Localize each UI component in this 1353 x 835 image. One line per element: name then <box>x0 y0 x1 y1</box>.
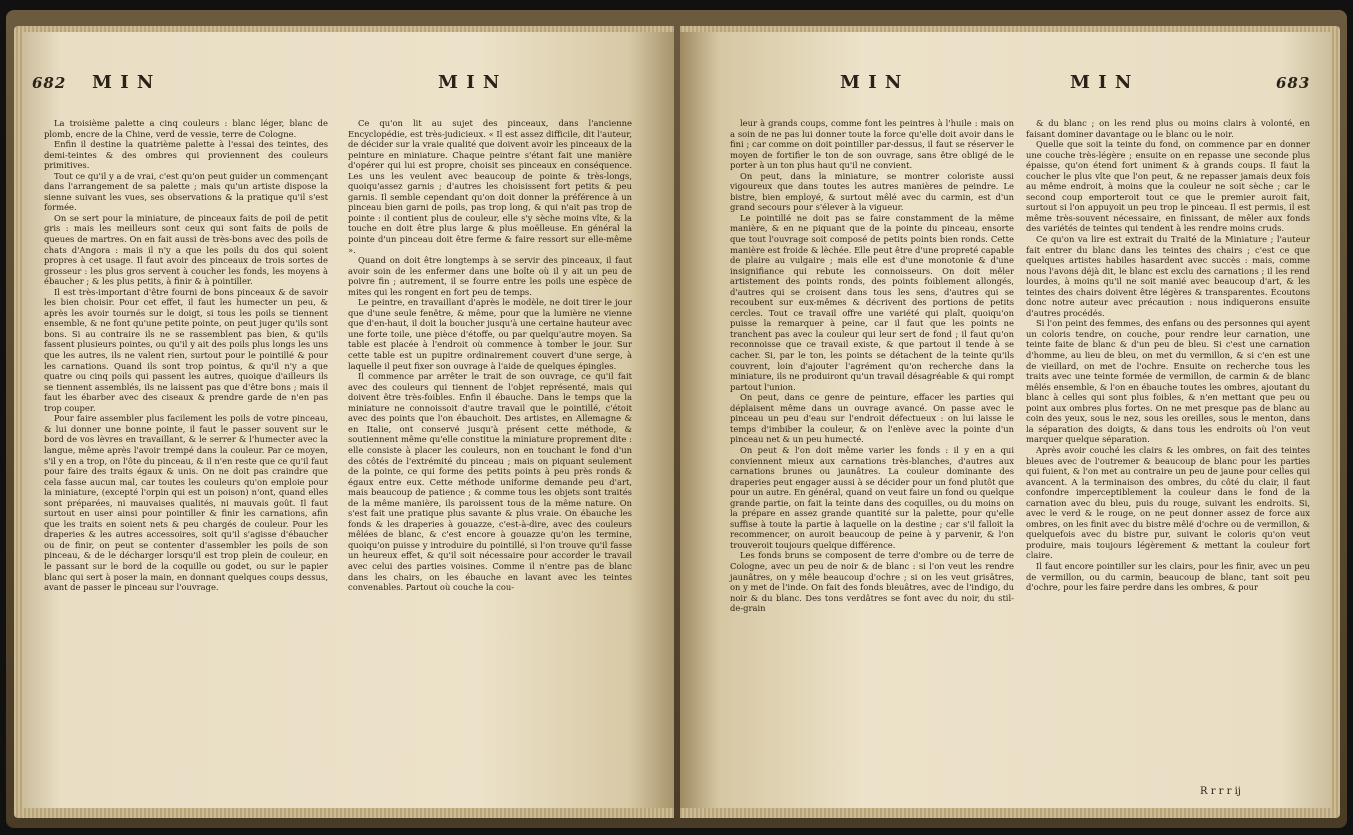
signature-mark: R r r r ij <box>1200 786 1241 797</box>
left-page <box>22 32 674 808</box>
paragraph: La troisième palette a cinq couleurs : blanc léger, blanc de plomb, encre de la Chine, verd de vessie, terre de Cologne. <box>44 118 328 139</box>
paragraph: On peut, dans la miniature, se montrer coloriste aussi vigoureux que dans toutes les autres manières de peindre. Le bistre, bien employé, & surtout mêlé avec du carmin, est d'un grand secours pour s'élever à la vigueur. <box>730 170 1014 213</box>
paragraph: & du blanc ; on les rend plus ou moins clairs à volonté, en faisant dominer davantage ou le blanc ou le noir. <box>1026 118 1310 139</box>
left-running-head-1: M I N <box>92 72 155 93</box>
left-column-1 <box>44 118 328 593</box>
right-column-1 <box>730 118 1014 614</box>
right-page <box>680 32 1332 808</box>
paragraph: Après avoir couché les clairs & les ombres, on fait des teintes bleues avec de l'outremer & beaucoup de blanc pour les parties qui fuient, & l'on met au contraire un peu de jaune pour celles qui avancent. A la terminaison des ombres, du côté du clair, il faut confondre imperceptiblement la couleur dans le fond de la carnation avec du bleu, puis du rouge, suivant les endroits. Si, avec le verd & le rouge, on ne peut donner assez de force aux ombres, on les finit avec du bistre mêlé d'ochre ou de vermillon, & quelquefois avec du bistre pur, suivant le coloris qu'on veut produire, mais toujours légèrement & mettant la couleur fort claire. <box>1026 444 1310 561</box>
paragraph: Si l'on peint des femmes, des enfans ou des personnes qui ayent un coloris tendre, on couche, pour rendre leur carnation, une teinte faite de blanc & d'un peu de bleu. Si c'est une carnation d'homme, au lieu de bleu, on met du vermillon, & si c'en est une de vieillard, on met de l'ochre. Ensuite on recherche tous les traits avec une teinte formée de vermillon, de carmin & de blanc mêlés ensemble, & l'on en ébauche toutes les ombres, ajoutant du blanc à celles qui sont plus foibles, & n'en mettant que peu ou point aux ombres plus fortes. On ne met presque pas de blanc au coin des yeux, sous le nez, sous les oreilles, sous le menton, dans la séparation des doigts, & dans tous les endroits où l'on veut marquer quelque séparation. <box>1026 318 1310 445</box>
right-running-head-2: M I N <box>1070 72 1133 93</box>
paragraph: Ce qu'on lit au sujet des pinceaux, dans l'ancienne Encyclopédie, est très-judicieux. « Il est assez difficile, dit l'auteur, de décider sur la vraie qualité que doivent avoir les pinceaux de la peinture en miniature. Chaque peintre s'étant fait une manière d'opérer qui lui est propre, choisit ses pinceaux en conséquence. Les uns les veulent avec beaucoup de pointe & très-longs, quoiqu'assez garnis ; d'autres les choisissent fort petits & peu garnis. Il semble cependant qu'on doit donner la préférence à un pinceau bien garni de poils, pas trop long, & qui n'ait pas trop de pointe : il contient plus de couleur, elle s'y sèche moins vîte, & la touche en doit être plus large & plus moëlleuse. En général la pointe d'un pinceau doit être ferme & faire ressort sur elle-même ». <box>348 118 632 255</box>
right-page-number: 683 <box>1276 74 1311 92</box>
paragraph: Tout ce qu'il y a de vrai, c'est qu'on peut guider un commençant dans l'arrangement de sa palette ; mais qu'un artiste dispose la sienne suivant les vues, ses observations & la pratique qu'il s'est formée. <box>44 170 328 213</box>
paragraph: Pour faire assembler plus facilement les poils de votre pinceau, & lui donner une bonne pointe, il faut le passer souvent sur le bord de vos lèvres en travaillant, & le serrer & l'humecter avec la langue, même après l'avoir trempé dans la couleur. Par ce moyen, s'il y en a trop, on l'ôte du pinceau, & il n'en reste que ce qu'il faut pour faire des traits égaux & unis. On ne doit pas craindre que cela fasse aucun mal, car toutes les couleurs qu'on emploie pour la miniature, (excepté l'orpin qui est un poison) n'ont, quand elles sont préparées, ni mauvaises qualités, ni mauvais goût. Il faut surtout en user ainsi pour pointiller & finir les carnations, afin que les traits en soient nets & peu chargés de couleur. Pour les draperies & les autres accessoires, soit qu'il s'agisse d'ébaucher ou de finir, on peut se contenter d'assembler les poils de son pinceau, & de le décharger lorsqu'il est trop plein de couleur, en le passant sur le bord de la coquille ou godet, ou sur le papier blanc qui sert à poser la main, en donnant quelques coups dessus, avant de passer le pinceau sur l'ouvrage. <box>44 413 328 593</box>
paragraph: On peut & l'on doit même varier les fonds : il y en a qui conviennent mieux aux carnations très-blanches, d'autres aux carnations brunes ou jaunâtres. La couleur dominante des draperies peut engager aussi à se décider pour un fond plutôt que pour un autre. En général, quand on veut faire un fond ou quelque grande partie, on fait la teinte dans des coquilles, ou du moins on la prépare en assez grande quantité sur la palette, pour qu'elle suffise à toute la partie à laquelle on la destine ; car s'il falloit la recommencer, on auroit beaucoup de peine à y parvenir, & l'on trouveroit toujours quelque différence. <box>730 444 1014 550</box>
paragraph: Quelle que soit la teinte du fond, on commence par en donner une couche très-légère ; ensuite on en repasse une seconde plus épaisse, qu'on étend fort uniment & à grands coups. Il faut la coucher le plus vîte que l'on peut, & ne repasser jamais deux fois au même endroit, à moins que la couleur ne soit sèche ; car le second coup emporteroit tout ce que le premier auroit fait, surtout si l'on appuyoit un peu trop le pinceau. Il est permis, il est même très-souvent nécessaire, en finissant, de mêler aux fonds des variétés de teintes qui tendent à les rendre moins cruds. <box>1026 139 1310 234</box>
paragraph: Le peintre, en travaillant d'après le modèle, ne doit tirer le jour que d'une seule fenêtre, & même, pour que la lumière ne vienne que d'en-haut, il doit la boucher jusqu'à une certaine hauteur avec une forte toile, une pièce d'étoffe, ou par quelqu'autre moyen. Sa table est placée à l'endroit où commence à tomber le jour. Sur cette table est un pupitre ordinairement couvert d'une serge, à laquelle il peut fixer son ouvrage à l'aide de quelques épingles. <box>348 297 632 371</box>
paragraph: Il est très-important d'être fourni de bons pinceaux & de savoir les bien choisir. Pour cet effet, il faut les humecter un peu, & après les avoir tournés sur le doigt, si tous les poils se tiennent ensemble, & ne font qu'une petite pointe, on peut juger qu'ils sont bons. Si au contraire ils ne se rassemblent pas bien, & qu'ils fassent plusieurs pointes, ou qu'il y ait des poils plus longs les uns que les autres, ils ne valent rien, surtout pour le pointillé & pour les carnations. Quand ils sont trop pointus, & qu'il n'y a que quatre ou cinq poils qui passent les autres, quoique d'ailleurs ils se tiennent assemblés, ils ne laissent pas que d'être bons ; mais il faut les ébarber avec des ciseaux & prendre garde de n'en pas trop couper. <box>44 286 328 413</box>
paragraph: Quand on doit être longtemps à se servir des pinceaux, il faut avoir soin de les enfermer dans une boîte où il y ait un peu de poivre fin ; autrement, il se fourre entre les poils une espèce de mites qui les rongent en fort peu de temps. <box>348 255 632 297</box>
paragraph: On peut, dans ce genre de peinture, effacer les parties qui déplaisent même dans un ouvrage avancé. On passe avec le pinceau un peu d'eau sur l'endroit défectueux : on lui laisse le temps d'imbiber la couleur, & on l'enlève avec la pointe d'un pinceau net & un peu humecté. <box>730 392 1014 445</box>
paragraph: On se sert pour la miniature, de pinceaux faits de poil de petit gris : mais les meilleurs sont ceux qui sont faits de poils de queues de martres. On en fait aussi de très-bons avec des poils de chats d'Angora : mais il n'y a que les poils du dos qui soient propres à cet usage. Il faut avoir des pinceaux de trois sortes de grosseur : les plus gros servent à coucher les fonds, les moyens à ébaucher ; & les plus petits, à finir & à pointiller. <box>44 212 328 287</box>
paragraph: Ce qu'on va lire est extrait du Traité de la Miniature ; l'auteur fait entrer du blanc dans les teintes des chairs ; c'est ce que quelques artistes habiles hasardent avec succès : mais, comme nous l'avons déjà dit, le blanc est exclu des carnations ; il les rend lourdes, à moins qu'il ne soit manié avec beaucoup d'art, & les teintes des chairs doivent être légères & transparentes. Écoutons donc notre auteur avec précaution : nous indiquerons ensuite d'autres procédés. <box>1026 234 1310 318</box>
paragraph: Enfin il destine la quatrième palette à l'essai des teintes, des demi-teintes & des ombres qui proviennent des couleurs primitives. <box>44 139 328 171</box>
left-page-number: 682 <box>32 74 67 92</box>
paragraph: Il faut encore pointiller sur les clairs, pour les finir, avec un peu de vermillon, ou du carmin, beaucoup de blanc, tant soit peu d'ochre, pour les faire perdre dans les ombres, & pour <box>1026 560 1310 593</box>
paragraph: leur à grands coups, comme font les peintres à l'huile : mais on a soin de ne pas lui donner toute la force qu'elle doit avoir dans le fini ; car comme on doit pointiller par-dessus, il faut se réserver le moyen de fortifier le ton de son ouvrage, sans être obligé de le porter à un ton plus haut qu'il ne convient. <box>730 118 1014 171</box>
left-column-2 <box>348 118 632 593</box>
paragraph: Les fonds bruns se composent de terre d'ombre ou de terre de Cologne, avec un peu de noir & de blanc : si l'on veut les rendre jaunâtres, on y mêle beaucoup d'ochre ; si on les veut grisâtres, on y met de l'inde. On fait des fonds bleuâtres, avec de l'indigo, du noir & du blanc. Des tons verdâtres se font avec du noir, du stil-de-grain <box>730 550 1014 614</box>
paragraph: Il commence par arrêter le trait de son ouvrage, ce qu'il fait avec des couleurs qui tiennent de l'objet représenté, mais qui doivent être très-foibles. Enfin il ébauche. Dans le temps que la miniature ne connoissoit d'autre travail que le pointillé, c'étoit avec des points que l'on ébauchoit. Des artistes, en Allemagne & en Italie, ont conservé jusqu'à présent cette méthode, & soutiennent même qu'elle constitue la miniature proprement dite : elle consiste à placer les couleurs, non en touchant le fond d'un des côtés de l'extrémité du pinceau ; mais on piquant seulement de la pointe, ce qui forme des petits points à peu près ronds & égaux entre eux. Cette méthode uniforme demande peu d'art, mais beaucoup de patience ; & comme tous les objets sont traités de la même manière, ils paroissent tous de la même nature. On s'est fait une pratique plus savante & plus vraie. On ébauche les fonds & les draperies à gouazze, c'est-à-dire, avec des couleurs mêlées de blanc, & c'est encore à gouazze qu'on les termine, quoiqu'on puisse y introduire du pointillé, si l'on trouve qu'il fasse un heureux effet, & qu'il soit nécessaire pour accorder le travail avec celui des parties voisines. Comme il n'entre pas de blanc dans les chairs, on les ébauche en lavant avec les teintes convenables. Partout où couche la cou- <box>348 371 632 593</box>
right-column-2 <box>1026 118 1310 593</box>
paragraph: Le pointillé ne doit pas se faire constamment de la même manière, & en ne piquant que de la pointe du pinceau, ensorte que tout l'ouvrage soit composé de petits points bien ronds. Cette manière est froide & lèchée. Elle peut être d'une propreté capable de plaire au vulgaire ; mais elle est d'une monotonie & d'une insignifiance qui rebute les connoisseurs. On doit mêler artistement des points ronds, des points foiblement allongés, d'autres qui se croisent dans tous les sens, d'autres qui se recoubent sur eux-mêmes & décrivent des portions de petits cercles. Tout ce travail offre une variété qui plaît, quoiqu'on puisse la remarquer à peine, car il faut que les points ne tranchent pas avec la couleur qui leur sert de fond ; il faut qu'on reconnoisse que ce travail existe, & que partout il tende à se cacher. Si, par le ton, les points se détachent de la teinte qu'ils couvrent, loin d'ajouter l'agrément qu'on recherche dans la miniature, ils ne produiront qu'un travail désagréable & qui rompt partout l'union. <box>730 212 1014 392</box>
left-running-head-2: M I N <box>438 72 501 93</box>
right-running-head-1: M I N <box>840 72 903 93</box>
